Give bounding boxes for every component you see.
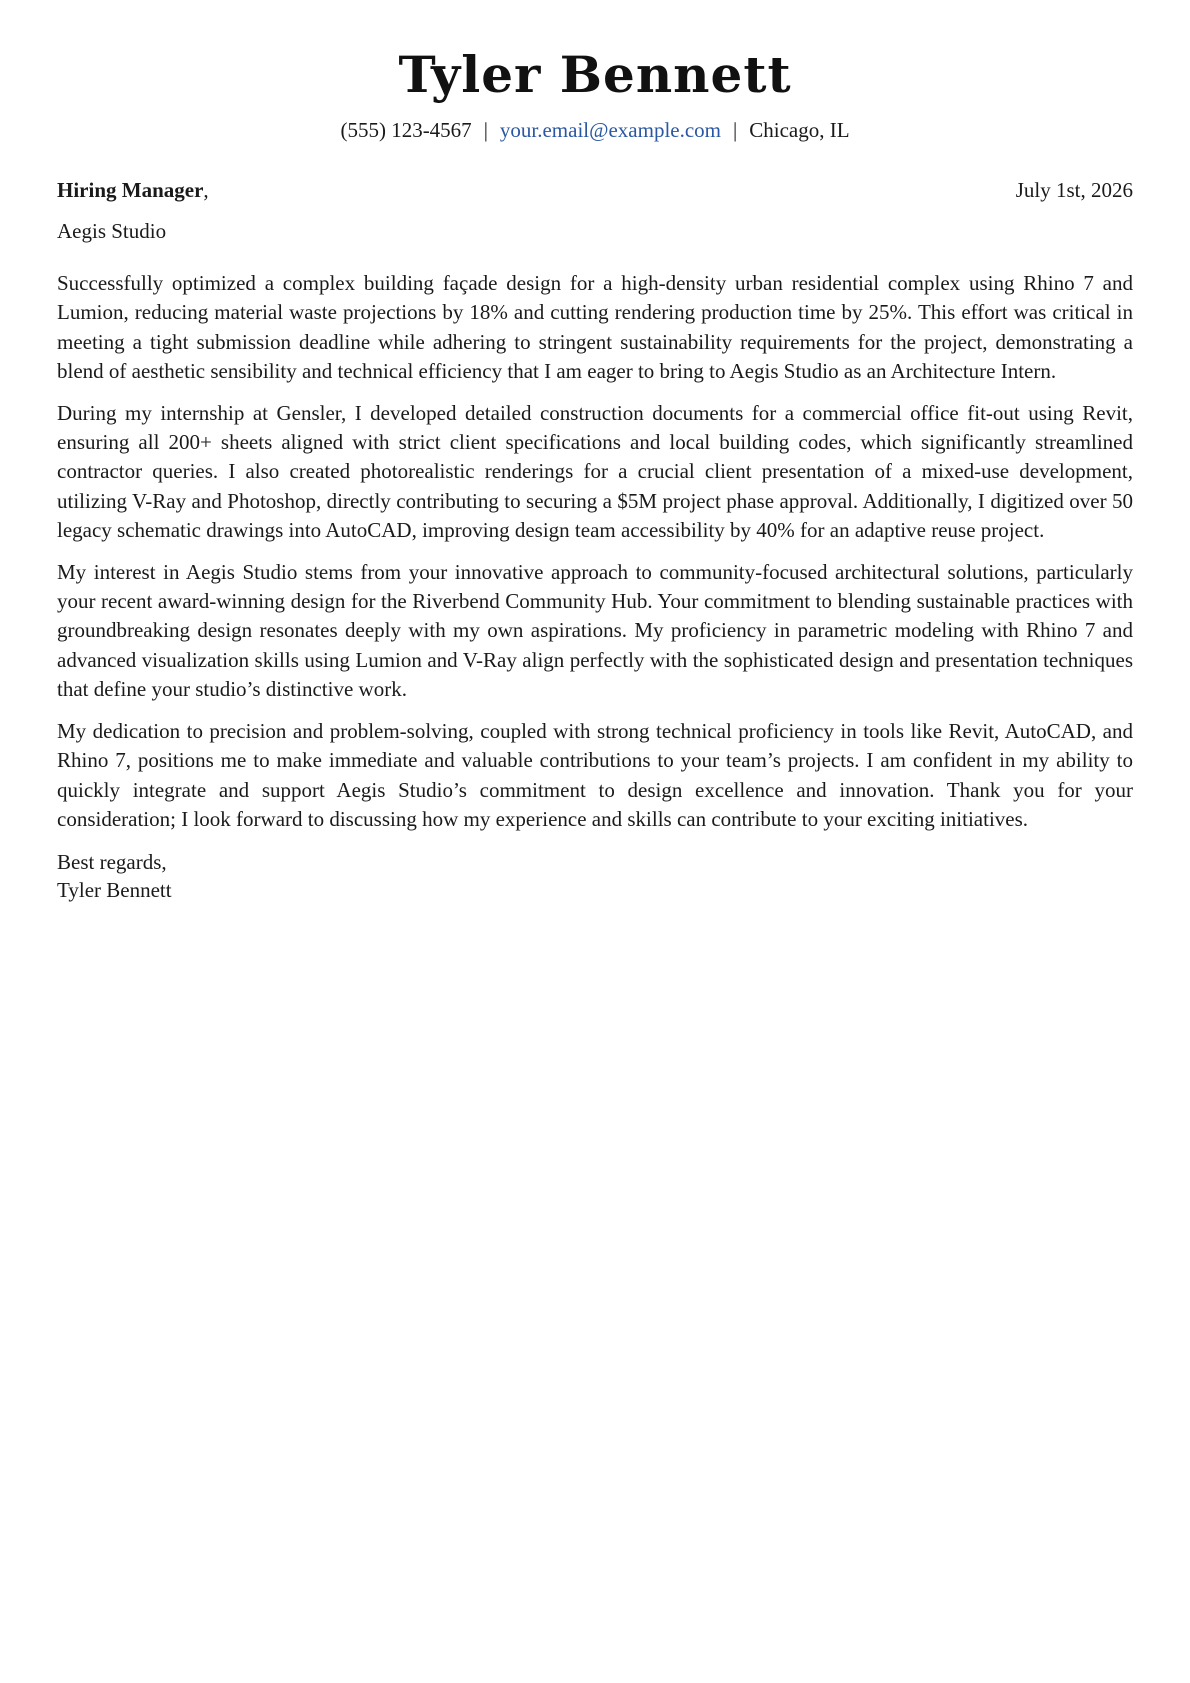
- signoff: Best regards,: [57, 850, 167, 875]
- letter-body: [57, 269, 1133, 834]
- contact-line: [57, 116, 1133, 144]
- salutation-punctuation: ,: [203, 178, 209, 202]
- letter-closing: [57, 848, 1133, 904]
- salutation: [57, 176, 209, 204]
- letter-date: July 1st, 2026: [1015, 178, 1133, 202]
- contact-separator: |: [733, 118, 738, 142]
- body-paragraph: My dedication to precision and problem-solving, coupled with strong technical proficiency in tools like Revit, AutoCAD, and Rhino 7, positions me to make immediate and valuable contributions to your team’s projects. I am confident in my ability to quickly integrate and support Aegis Studio’s commitment to design excellence and innovation. Thank you for your consideration; I look forward to discussing how my experience and skills can contribute to your exciting initiatives.: [57, 718, 1133, 831]
- phone-number: (555) 123-4567: [340, 118, 472, 142]
- email-link[interactable]: your.email@example.com: [499, 118, 722, 142]
- recipient-company: Aegis Studio: [57, 219, 167, 243]
- hiring-manager-label: Hiring Manager: [57, 178, 204, 202]
- body-paragraph: My interest in Aegis Studio stems from your innovative approach to community-focused architectural solutions, particularly your recent award-winning design for the Riverbend Community Hub. Your commitment to blending sustainable practices with groundbreaking design resonates deeply with my own aspirations. My proficiency in parametric modeling with Rhino 7 and advanced visualization skills using Lumion and V-Ray align perfectly with the sophisticated design and presentation techniques that define your studio’s distinctive work.: [57, 559, 1133, 702]
- location: Chicago, IL: [749, 118, 850, 142]
- cover-letter-page: [57, 0, 1133, 904]
- letter-header: [57, 0, 1133, 144]
- body-paragraph: Successfully optimized a complex building façade design for a high-density urban residential complex using Rhino 7 and Lumion, reducing material waste projections by 18% and cutting rendering production time by 25%. This effort was critical in meeting a tight submission deadline while adhering to stringent sustainability requirements for the project, demonstrating a blend of aesthetic sensibility and technical efficiency that I am eager to bring to Aegis Studio as an Architecture Intern.: [57, 271, 1133, 384]
- contact-separator: |: [483, 118, 488, 142]
- signature: Tyler Bennett: [57, 878, 172, 903]
- applicant-name: Tyler Bennett: [398, 45, 792, 104]
- body-paragraph: During my internship at Gensler, I developed detailed construction documents for a commercial office fit-out using Revit, ensuring all 200+ sheets aligned with strict client specifications and local building codes, which significantly streamlined contractor queries. I also created photorealistic renderings for a crucial client presentation of a mixed-use development, utilizing V-Ray and Photoshop, directly contributing to securing a $5M project phase approval. Additionally, I digitized over 50 legacy schematic drawings into AutoCAD, improving design team accessibility by 40% for an adaptive reuse project.: [57, 400, 1133, 543]
- recipient-row: [57, 176, 1133, 204]
